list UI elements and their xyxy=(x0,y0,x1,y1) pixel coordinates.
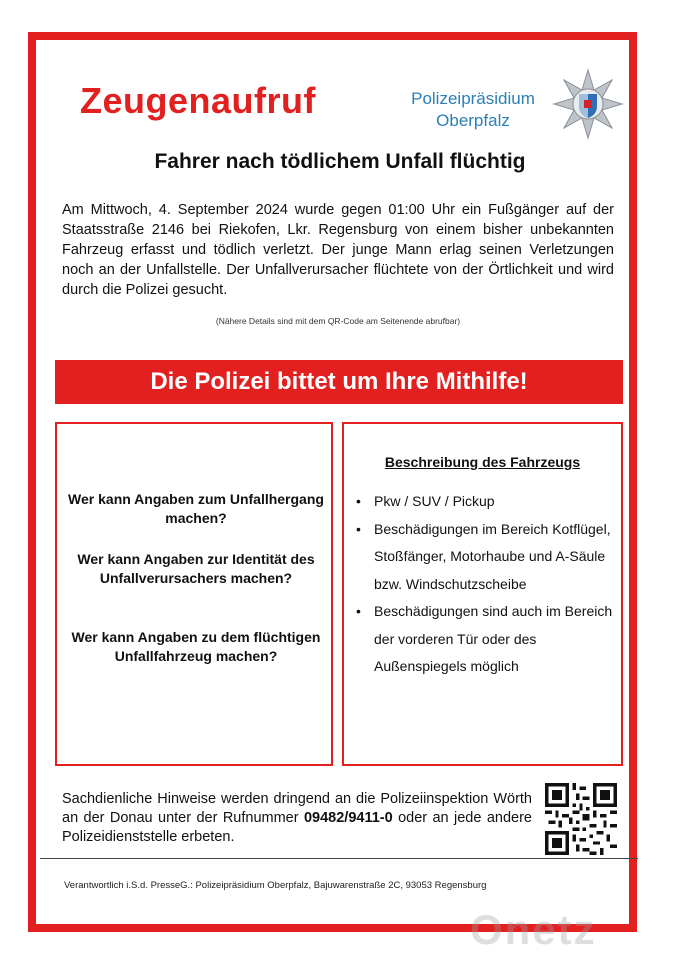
questions-box xyxy=(55,422,333,766)
police-star-icon xyxy=(552,68,624,140)
qr-note: (Nähere Details sind mit dem QR-Code am Seitenende abrufbar) xyxy=(215,316,461,326)
hint-text-pre: Sachdienliche Hinweise werden dringend an die Polizeiinspektion Wörth an der Donau unter der Rufnummer xyxy=(62,791,532,826)
question-1: Wer kann Angaben zum Unfallhergang machen? xyxy=(68,491,324,526)
intro-paragraph: Am Mittwoch, 4. September 2024 wurde gegen 01:00 Uhr ein Fußgänger auf der Staatsstraße 2146 bei Riekofen, Lkr. Regensburg von einem bisher unbekannten Fahrzeug erfasst und tödlich verletzt. Der junge Mann erlag seinen Verletzungen noch an der Unfallstelle. Der Unfallverursacher flüchtete von der Örtlichkeit und wird durch die Polizei gesucht. xyxy=(62,202,614,298)
bullet-dot-icon: • xyxy=(356,603,361,619)
vehicle-bullet-text: Beschädigungen sind auch im Bereich der vorderen Tür oder des Außenspiegels möglich xyxy=(374,603,613,674)
contact-hint xyxy=(62,790,532,847)
vehicle-bullets xyxy=(356,488,614,681)
vehicle-bullet xyxy=(356,598,614,681)
vehicle-title: Beschreibung des Fahrzeugs xyxy=(384,454,581,470)
help-banner: Die Polizei bittet um Ihre Mithilfe! xyxy=(55,360,623,404)
question-2: Wer kann Angaben zur Identität des Unfallverursachers machen? xyxy=(77,551,315,586)
footer-divider xyxy=(40,858,638,859)
hint-phone[interactable]: 09482/9411-0 xyxy=(303,810,393,826)
qr-code-icon[interactable] xyxy=(545,783,617,855)
org-name xyxy=(408,88,538,132)
bullet-dot-icon: • xyxy=(356,520,361,537)
vehicle-bullet-text: Pkw / SUV / Pickup xyxy=(374,493,495,509)
vehicle-bullet xyxy=(356,488,614,516)
org-line-1: Polizeipräsidium xyxy=(411,89,535,108)
poster-subtitle: Fahrer nach tödlichem Unfall flüchtig xyxy=(154,150,526,173)
org-line-2: Oberpfalz xyxy=(436,111,510,130)
hint-text-post: oder an jede andere Polizeidienststelle erbeten. xyxy=(62,810,532,845)
footer-imprint: Verantwortlich i.S.d. PresseG.: Polizeipräsidium Oberpfalz, Bajuwarenstraße 2C, 93053 Regensburg xyxy=(64,880,487,891)
vehicle-box xyxy=(342,422,623,766)
poster-title: Zeugenaufruf xyxy=(80,80,316,121)
bullet-dot-icon: • xyxy=(356,493,361,509)
watermark: Onetz xyxy=(470,906,597,953)
question-3: Wer kann Angaben zu dem flüchtigen Unfallfahrzeug machen? xyxy=(71,629,321,664)
vehicle-bullet-text: Beschädigungen im Bereich Kotflügel, Stoßfänger, Motorhaube und A-Säule bzw. Windschutzscheibe xyxy=(374,520,611,592)
vehicle-bullet xyxy=(356,516,614,599)
